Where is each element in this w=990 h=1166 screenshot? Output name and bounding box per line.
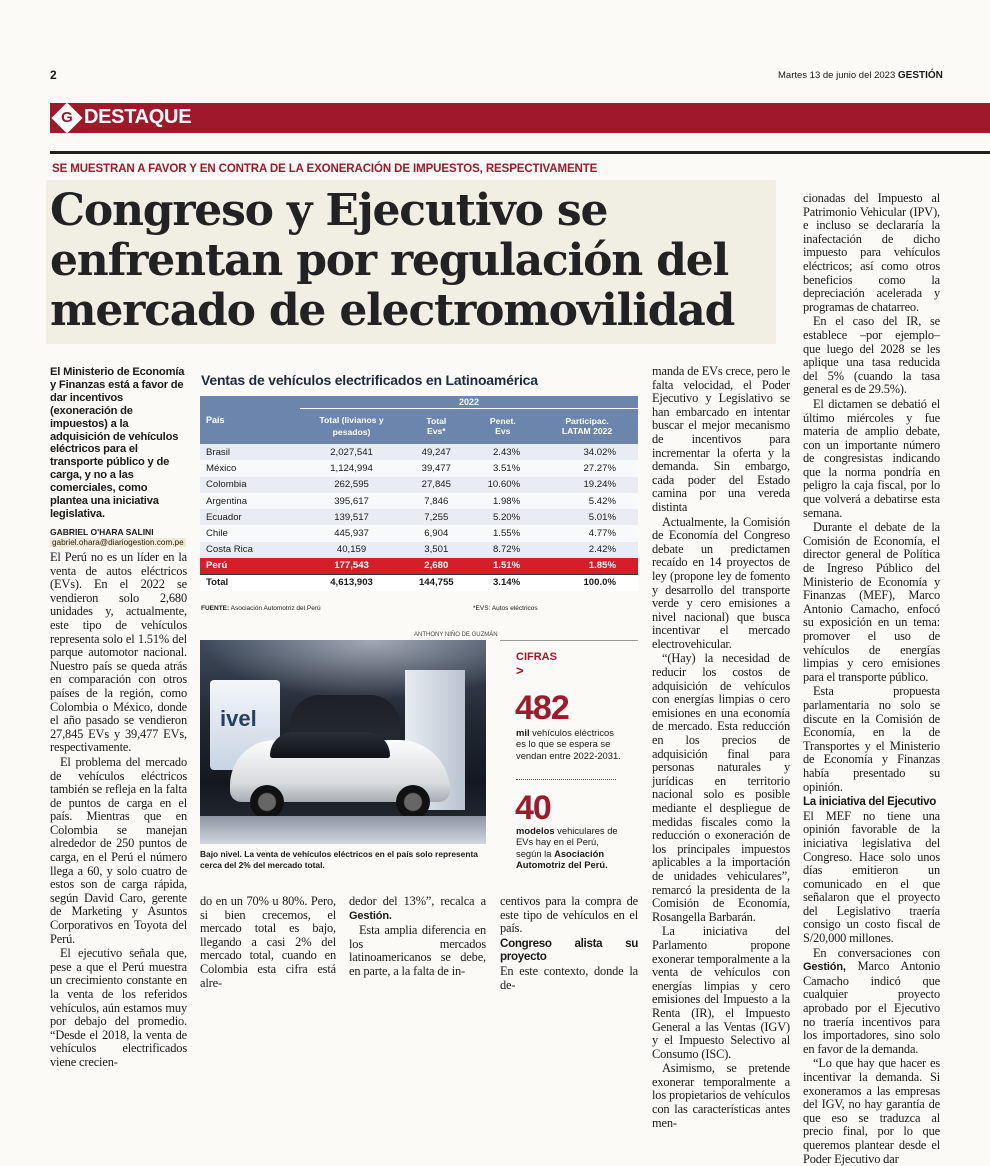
gestion-bold: Gestión.: [349, 909, 392, 922]
table-row: [200, 542, 638, 558]
cell-particip: 100.0%: [536, 574, 638, 590]
date: Martes 13 de junio del 2023: [778, 70, 896, 81]
cifras-box: [500, 640, 638, 874]
paragraph: El problema del mercado de vehículos eléctricos también se refleja en la falta de puntos de carga en el país. Mientras que en Colombia se manejan alrededor de 250 puntos de carga, en el Perú el número llega a 60, y solo cuatro de estos son de carga rápida, según David Caro, gerente de Marketing y Asuntos Corporativos en Toyota del Perú.: [50, 754, 187, 946]
cell-particip: 34.02%: [583, 446, 616, 458]
paragraph-text: En conversaciones con: [813, 945, 940, 960]
subheading: Congreso alista su proyecto: [500, 936, 638, 964]
photo-credit: ANTHONY NIÑO DE GUZMÁN: [414, 632, 498, 638]
cifra-bold: Asociación Automotriz del Perú.: [516, 847, 608, 870]
cell-pais: Perú: [206, 560, 228, 572]
paragraph: cionadas del Impuesto al Patrimonio Vehicular (IPV), e incluso se declararía la inafectación de dicho impuesto para vehículos eléctricos; así como otros beneficios como la depreciación acelerada y programas de chatarreo.: [803, 191, 940, 314]
headline-line: Congreso y Ejecutivo se: [50, 185, 608, 236]
col-header-particip: Participac. LATAM 2022: [561, 416, 613, 437]
headline: [46, 180, 776, 344]
car-wheel-right: [396, 785, 430, 819]
cell-pais: Chile: [206, 528, 228, 540]
paragraph: El MEF no tiene una opinión favorable de la iniciativa legislativa del Congreso. Hace solo unos días emitieron un comunicado en el que señalaron que el proyecto del Legislativo traería consigo un costo fiscal de S/20,000 millones.: [803, 808, 940, 946]
paragraph: do en un 70% u 80%. Pero, si bien crecemos, el mercado total es bajo, llegando a casi 2% del mercado total, cuando en Colombia esta cifra está alre-: [200, 894, 336, 990]
brand: GESTIÓN: [897, 70, 943, 81]
cell-pais: México: [206, 462, 237, 474]
paragraph: En el caso del IR, se establece –por ejemplo– que luego del 2028 se les aplique una tasa reducida del 5% (cuando la tasa general es de 29.5%).: [803, 314, 940, 397]
headline-line: enfrentan por regulación del: [50, 235, 729, 286]
paragraph: Esta propuesta parlamentaria no solo se discute en la Comisión de Economía, en la de Transportes y el Ministerio de Economía y Finanzas había presentado su opinión.: [803, 684, 940, 794]
paragraph: La iniciativa del Parlamento propone exonerar temporalmente a la venta de vehículos con energías limpias y cero emisiones del Impuesto a la Renta (IR), el Impuesto General a las Ventas (IGV) y el Impuesto Selectivo al Consumo (ISC).: [652, 924, 790, 1061]
cifra-text: [516, 727, 626, 761]
cell-evs: 144,755: [403, 574, 469, 590]
table-row: [200, 525, 638, 541]
subheading: La iniciativa del Ejecutivo: [803, 795, 937, 809]
paragraph: El dictamen se debatió el último miércoles y fue materia de amplio debate, con un importante número de congresistas indicando que la norma pondría en peligro la caja fiscal, por lo que volverá a debatirse esta semana.: [803, 396, 940, 520]
col-header-total: Total (livianos y pesados): [319, 415, 384, 438]
headline-line: mercado de electromovilidad: [50, 285, 735, 336]
paragraph: El ejecutivo señala que, pese a que el Perú muestra un crecimiento constante en la venta de los referidos vehículos, aún estamos muy por debajo del promedio. “Desde el 2018, la venta de vehículos electrificados viene crecien-: [50, 946, 187, 1069]
paragraph: [349, 895, 486, 923]
caption-text: La venta de vehículos eléctricos en el país solo representa cerca del 2% del mercado total.: [200, 849, 478, 870]
paragraph: manda de EVs crece, pero le falta velocidad, el Poder Ejecutivo y Legislativo se han embarcado en intentar buscar el mejor mecanismo de incentivos para incrementar la oferta y la demanda. Sin embargo, cada poder del Estado camina por una vereda distinta: [652, 364, 790, 514]
cell-total: 139,517: [334, 511, 369, 523]
dotted-divider: [516, 779, 616, 780]
cell-total: 4,613,903: [300, 574, 403, 590]
cell-total: 2,027,541: [330, 446, 373, 458]
cell-total: 177,543: [334, 560, 369, 572]
gestion-bold: Gestión,: [803, 961, 846, 974]
body-column-3: [349, 895, 486, 980]
cell-particip: 4.77%: [588, 528, 616, 540]
paragraph: Esta amplia diferencia en los mercados latinoamericanos se debe, en parte, a la falta de in-: [349, 923, 486, 978]
cell-penet: 5.20%: [492, 511, 521, 523]
divider: [50, 151, 990, 154]
cell-penet: 2.43%: [492, 446, 521, 458]
body-column-2: [200, 895, 336, 991]
paragraph: “(Hay) la necesidad de reducir los costos de adquisición de vehículos con energías limpias o cero emisiones en una economía de mercado. Esta reducción en los precios de adquisición final para personas naturales y jurídicas en territorio nacional solo es posible mediante el despliegue de medidas fiscales como la reducción o exoneración de los principales impuestos aplicables a la importación de unidades vehiculares”, remarcó la presidenta de la Comisión de Economía, Rosangella Barbarán.: [652, 651, 790, 924]
cell-evs: 6,904: [424, 528, 449, 540]
cell-particip: 19.24%: [583, 479, 616, 491]
cell-particip: 5.01%: [588, 511, 616, 523]
cell-total: 395,617: [334, 495, 369, 507]
paragraph: [803, 947, 940, 1057]
col-header-penet: Penet. Evs: [489, 416, 516, 437]
paragraph-text: dedor del 13%”, recalca a: [349, 894, 486, 908]
body-column-4: [500, 895, 638, 993]
cell-pais: Colombia: [206, 479, 247, 491]
table-row: [200, 558, 638, 574]
showroom-floor: [200, 816, 486, 844]
author-name: GABRIEL O'HARA SALINI: [50, 527, 154, 537]
source-label: FUENTE:: [201, 605, 230, 612]
cell-evs: 27,845: [421, 479, 451, 491]
cifra-bold: mil: [516, 727, 530, 738]
cell-pais: Brasil: [206, 446, 230, 458]
cifra-desc: vehiculares de EVs hay en el Perú, según la: [516, 825, 618, 859]
cell-pais: Total: [200, 574, 300, 590]
cell-particip: 5.42%: [588, 495, 616, 507]
cell-pais: Costa Rica: [206, 544, 253, 556]
kicker: SE MUESTRAN A FAVOR Y EN CONTRA DE LA EXONERACIÓN DE IMPUESTOS, RESPECTIVAMENTE: [52, 163, 598, 175]
lead: El Ministerio de Economía y Finanzas está a favor de dar incentivos (exoneración de impuestos) a la adquisición de vehículos eléctricos para el transporte público y de carga, y no a las comerciales, como plantea una iniciativa legislativa.: [50, 366, 185, 520]
body-column-5: [652, 364, 790, 1130]
paragraph: “Lo que hay que hacer es incentivar la demanda. Si exoneramos a las empresas del IGV, no hay garantía de que eso se traduzca al precio final, por lo que queremos plantear desde el Poder Ejecutivo dar: [803, 1056, 940, 1166]
cell-penet: 1.51%: [492, 560, 521, 572]
cifra-text: [516, 825, 626, 870]
cell-evs: 3,501: [424, 544, 449, 556]
cell-evs: 7,846: [424, 495, 449, 507]
cifra-desc: vehículos eléctricos es lo que se espera se vendan entre 2022-2031.: [516, 727, 621, 761]
paragraph: El Perú no es un líder en la venta de autos eléctricos (EVs). En el 2022 se vendieron solo 2,680 unidades y, actualmente, este tipo de vehículos representa solo el 1.51% del parque automotor nacional. Nuestro país se queda atrás en comparación con otros países de la región, como Colombia o México, donde el año pasado se vendieron 27,845 EVs y 39,477 EVs, respectivamente.: [50, 550, 187, 755]
paragraph: En este contexto, donde la de-: [500, 963, 638, 992]
table-row: [200, 509, 638, 525]
table-source: [201, 605, 321, 612]
cell-penet: 3.51%: [492, 462, 521, 474]
body-column-1: [50, 550, 187, 1069]
caption-bold: Bajo nivel.: [200, 849, 242, 859]
table-row: [200, 460, 638, 476]
cell-evs: 7,255: [424, 511, 449, 523]
table-title: Ventas de vehículos electrificados en Latinoamérica: [201, 372, 538, 388]
table-row: [200, 444, 638, 460]
masthead-date: [778, 70, 943, 81]
sales-table: [200, 396, 638, 591]
cell-particip: 1.85%: [588, 560, 616, 572]
cell-evs: 49,247: [421, 446, 451, 458]
cell-penet: 1.55%: [492, 528, 521, 540]
cell-pais: Ecuador: [206, 511, 242, 523]
table-row: [200, 493, 638, 509]
cifra-bold: modelos: [516, 825, 555, 836]
photo-caption: [200, 849, 490, 871]
car-wheel-left: [250, 785, 284, 819]
cifra-number: 40: [515, 789, 551, 827]
table-row: [200, 574, 638, 590]
cell-particip: 2.42%: [588, 544, 616, 556]
paragraph: centivos para la compra de este tipo de vehículos en el país.: [500, 894, 638, 936]
author-email[interactable]: gabriel.ohara@diariogestion.com.pe: [52, 538, 184, 547]
cifra-number: 482: [515, 689, 569, 727]
source-text: Asociación Automotriz del Perú: [230, 605, 321, 612]
cifras-label: CIFRAS: [516, 651, 557, 663]
cell-total: 40,159: [336, 544, 367, 556]
cell-total: 1,124,994: [330, 462, 373, 474]
col-header-year: 2022: [300, 396, 638, 408]
paragraph-text: Marco Antonio Camacho indicó que cualquier proyecto aprobado por el Ejecutivo no traería incentivos para los importadores, sino solo en favor de la demanda.: [803, 959, 940, 1056]
body-column-6: [803, 191, 940, 1166]
cell-penet: 1.98%: [492, 495, 521, 507]
table-row: [200, 477, 638, 493]
table-note: *EVS: Autos eléctricos: [473, 605, 538, 612]
paragraph: Durante el debate de la Comisión de Economía, el director general de Política de Ingreso Público del Ministerio de Economía y Finanzas (MEF), Marco Antonio Camacho, enfocó su exposición en un tema: promover el uso de vehículos de energías limpias y cero emisiones para el transporte público.: [803, 520, 940, 684]
cell-particip: 27.27%: [583, 462, 616, 474]
cell-penet: 8.72%: [492, 544, 521, 556]
cell-penet: 3.14%: [470, 574, 537, 590]
cell-evs: 39,477: [421, 462, 451, 474]
banner-text: ivel: [220, 706, 257, 731]
section-logo-letter: G: [61, 109, 73, 126]
cell-pais: Argentina: [206, 495, 248, 507]
cell-total: 445,937: [334, 528, 369, 540]
col-header-pais: País: [206, 415, 225, 425]
car-windshield: [270, 732, 390, 758]
cell-penet: 10.60%: [487, 479, 521, 491]
section-label: DESTAQUE: [84, 106, 192, 128]
cell-evs: 2,680: [424, 560, 449, 572]
page-number: 2: [50, 68, 57, 82]
section-bar: [50, 103, 990, 133]
paragraph: Asimismo, se pretende exonerar temporalmente a los propietarios de vehículos con las características antes men-: [652, 1061, 790, 1130]
chevron-right-icon: >: [516, 663, 524, 678]
paragraph: Actualmente, la Comisión de Economía del Congreso debate un predictamen recaído en 14 proyectos de ley (propone ley de fomento y desarrollo del transporte verde y cero emisiones a nivel nacional) que busca incentivar el mercado electrovehicular.: [652, 514, 790, 651]
car-photo: [200, 640, 486, 844]
cell-total: 262,595: [334, 479, 369, 491]
col-header-evs: Total Evs*: [426, 416, 447, 437]
